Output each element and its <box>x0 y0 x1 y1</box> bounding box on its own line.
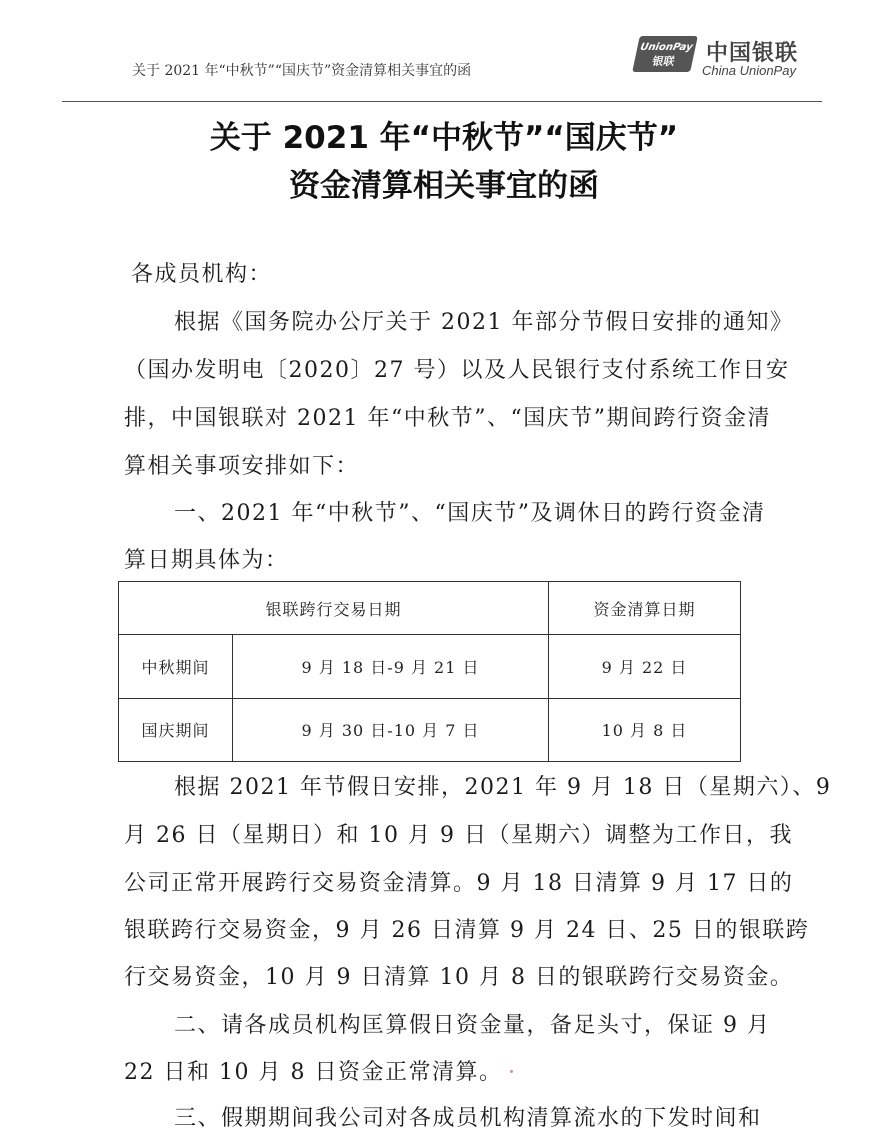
table-cell-trade-date: 9 月 18 日-9 月 21 日 <box>233 635 549 698</box>
table-row <box>119 698 741 761</box>
table-header-row <box>119 582 741 635</box>
table-header-settle-date: 资金清算日期 <box>549 582 741 635</box>
table-cell-settle-date: 10 月 8 日 <box>549 698 741 761</box>
unionpay-badge-icon: UnionPay 银联 <box>632 36 698 72</box>
settlement-date-table <box>118 581 741 762</box>
document-title-line-1: 关于 2021 年“中秋节”“国庆节” <box>209 120 679 156</box>
paragraph-3-line: 月 26 日（星期日）和 10 月 9 日（星期六）调整为工作日，我 <box>124 823 793 848</box>
paragraph-4-line: 22 日和 10 月 8 日资金正常清算。 <box>124 1060 503 1085</box>
paragraph-1-line: （国办发明电〔2020〕27 号）以及人民银行支付系统工作日安 <box>124 358 790 383</box>
paragraph-2-line: 一、2021 年“中秋节”、“国庆节”及调休日的跨行资金清 <box>174 501 766 526</box>
running-header: 关于 2021 年“中秋节”“国庆节”资金清算相关事宜的函 <box>132 63 472 79</box>
document-title-line-2: 资金清算相关事宜的函 <box>289 168 599 204</box>
paragraph-1-line: 排，中国银联对 2021 年“中秋节”、“国庆节”期间跨行资金清 <box>124 406 771 431</box>
paragraph-3-line: 根据 2021 年节假日安排，2021 年 9 月 18 日（星期六）、9 <box>174 775 832 800</box>
table-cell-period: 国庆期间 <box>119 698 233 761</box>
paragraph-1-line: 根据《国务院办公厅关于 2021 年部分节假日安排的通知》 <box>174 310 794 335</box>
table-row <box>119 635 741 698</box>
paragraph-3-line: 银联跨行交易资金，9 月 26 日清算 9 月 24 日、25 日的银联跨 <box>124 918 810 943</box>
table-cell-period: 中秋期间 <box>119 635 233 698</box>
paragraph-1-line: 算相关事项安排如下： <box>124 454 360 479</box>
logo-english-name: China UnionPay <box>702 63 796 78</box>
logo-chinese-name: 中国银联 <box>706 41 799 66</box>
table-header-trade-date: 银联跨行交易日期 <box>119 582 549 635</box>
paragraph-5-line: 三、假期期间我公司对各成员机构清算流水的下发时间和 <box>174 1106 762 1131</box>
table-cell-trade-date: 9 月 30 日-10 月 7 日 <box>233 698 549 761</box>
paragraph-4-line: 二、请各成员机构匡算假日资金量，备足头寸，保证 9 月 <box>174 1013 771 1038</box>
paragraph-2-line: 算日期具体为： <box>124 548 289 573</box>
scan-speck <box>510 1070 513 1073</box>
paragraph-3-line: 行交易资金，10 月 9 日清算 10 月 8 日的银联跨行交易资金。 <box>124 965 794 990</box>
salutation: 各成员机构： <box>131 262 273 287</box>
unionpay-logo <box>636 36 816 82</box>
table-cell-settle-date: 9 月 22 日 <box>549 635 741 698</box>
header-divider <box>62 101 822 102</box>
paragraph-3-line: 公司正常开展跨行交易资金清算。9 月 18 日清算 9 月 17 日的 <box>124 871 794 896</box>
